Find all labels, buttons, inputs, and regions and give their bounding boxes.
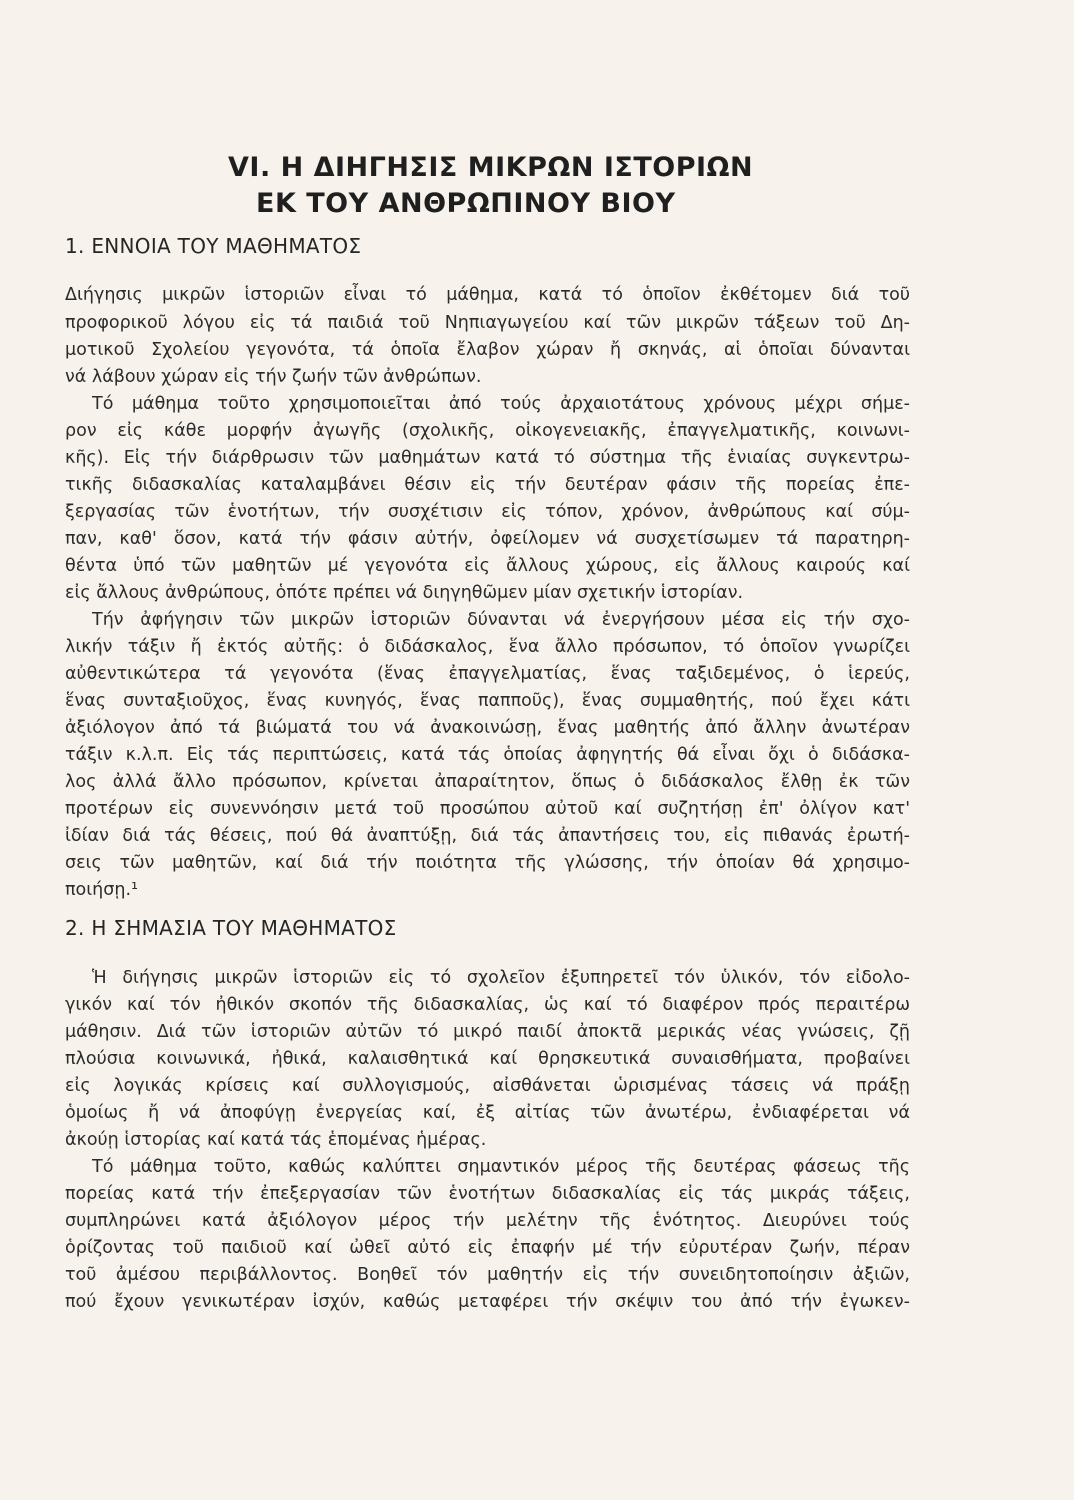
chapter-title	[228, 150, 753, 222]
section-2-line	[0, 1289, 1074, 1315]
section-2-line	[0, 1100, 1074, 1126]
section-2-line	[0, 1262, 1074, 1288]
section-2-line-text: ἀκούῃ ἱστορίας καί κατά τάς ἑπομένας ἡμέρας.	[65, 1130, 487, 1150]
section-1-line-text: μοτικοῦ Σχολείου γεγονότα, τά ὁποῖα ἔλαβον χώραν ἤ σκηνάς, αἱ ὁποῖαι δύνανται	[65, 340, 910, 360]
section-1-line-text: ποιήσῃ.¹	[65, 880, 139, 900]
section-1-line	[0, 553, 1074, 579]
section-2-line	[0, 1019, 1074, 1045]
chapter-title-line-1: VI. Η ΔΙΗΓΗΣΙΣ ΜΙΚΡΩΝ ΙΣΤΟΡΙΩΝ	[228, 152, 754, 183]
section-1-line-text: Διήγησις μικρῶν ἱστοριῶν εἶναι τό μάθημα, κατά τό ὁποῖον ἐκθέτομεν διά τοῦ	[65, 285, 910, 305]
section-2-line-text: εἰς λογικάς κρίσεις καί συλλογισμούς, αἰσθάνεται ὡρισμένας τάσεις νά πράξῃ	[65, 1076, 910, 1096]
section-1-line-text: τάξιν κ.λ.π. Εἰς τάς περιπτώσεις, κατά τάς ὁποίας ἀφηγητής θά εἶναι ὄχι ὁ διδάσκα-	[65, 745, 910, 765]
section-1-line	[0, 282, 1074, 308]
section-1-line	[0, 877, 1074, 903]
section-2-line	[0, 1235, 1074, 1261]
section-2-line-text: πλούσια κοινωνικά, ἠθικά, καλαισθητικά καί θρησκευτικά συναισθήματα, προβαίνει	[65, 1049, 910, 1069]
section-1-line-text: ἀξιόλογον ἀπό τά βιώματά του νά ἀνακοινώσῃ, ἕνας μαθητής ἀπό ἄλλην ἀνωτέραν	[65, 718, 910, 738]
section-1-line-text: Τήν ἀφήγησιν τῶν μικρῶν ἱστοριῶν δύνανται νά ἐνεργήσουν μέσα εἰς τήν σχο-	[92, 610, 910, 630]
section-1-line-text: προφορικοῦ λόγου εἰς τά παιδιά τοῦ Νηπιαγωγείου καί τῶν μικρῶν τάξεων τοῦ Δη-	[65, 313, 910, 333]
section-1-line-text: θέντα ὑπό τῶν μαθητῶν μέ γεγονότα εἰς ἄλλους χώρους, εἰς ἄλλους καιρούς καί	[65, 556, 910, 576]
section-2-line-text: ὁμοίως ἤ νά ἀποφύγῃ ἐνεργείας καί, ἐξ αἰτίας τῶν ἀνωτέρω, ἐνδιαφέρεται νά	[65, 1103, 910, 1123]
section-1-line-text: παν, καθ' ὅσον, κατά τήν φάσιν αὐτήν, ὀφείλομεν νά συσχετίσωμεν τά παρατηρη-	[65, 529, 910, 549]
section-1-line	[0, 418, 1074, 444]
section-1-heading: 1. ΕΝΝΟΙΑ ΤΟΥ ΜΑΘΗΜΑΤΟΣ	[65, 234, 362, 258]
section-1-line	[0, 607, 1074, 633]
section-1-line-text: κῆς). Εἰς τήν διάρθρωσιν τῶν μαθημάτων κατά τό σύστημα τῆς ἑνιαίας συγκεντρω-	[65, 448, 910, 468]
section-1-line	[0, 526, 1074, 552]
section-1-line	[0, 472, 1074, 498]
section-1-line-text: ξεργασίας τῶν ἑνοτήτων, τήν συσχέτισιν εἰς τόπον, χρόνον, ἀνθρώπους καί σύμ-	[65, 502, 910, 522]
section-2-line	[0, 965, 1074, 991]
section-1-line	[0, 580, 1074, 606]
section-1-line	[0, 364, 1074, 390]
section-1-line-text: τικῆς διδασκαλίας καταλαμβάνει θέσιν εἰς τήν δευτέραν φάσιν τῆς πορείας ἐπε-	[65, 475, 910, 495]
section-2-line-text: Ἡ διήγησις μικρῶν ἱστοριῶν εἰς τό σχολεῖον ἐξυπηρετεῖ τόν ὑλικόν, τόν εἰδολο-	[92, 968, 910, 988]
section-1-line	[0, 850, 1074, 876]
section-2-line	[0, 1208, 1074, 1234]
section-2-line-text: ὁρίζοντας τοῦ παιδιοῦ καί ὠθεῖ αὐτό εἰς ἐπαφήν μέ τήν εὐρυτέραν ζωήν, πέραν	[65, 1238, 910, 1258]
section-2-line-text: μάθησιν. Διά τῶν ἱστοριῶν αὐτῶν τό μικρό παιδί ἀποκτᾶ μερικάς νέας γνώσεις, ζῇ	[65, 1022, 910, 1042]
section-2-heading: 2. Η ΣΗΜΑΣΙΑ ΤΟΥ ΜΑΘΗΜΑΤΟΣ	[65, 916, 397, 940]
section-2-line-text: συμπληρώνει κατά ἀξιόλογον μέρος τήν μελέτην τῆς ἑνότητος. Διευρύνει τούς	[65, 1211, 910, 1231]
section-2-line-text: πού ἔχουν γενικωτέραν ἰσχύν, καθώς μεταφέρει τήν σκέψιν του ἀπό τήν ἐγωκεν-	[65, 1292, 910, 1312]
section-2-line	[0, 1073, 1074, 1099]
section-2-line	[0, 1154, 1074, 1180]
section-1-line	[0, 742, 1074, 768]
section-1-line-text: λος ἀλλά ἄλλο πρόσωπον, κρίνεται ἀπαραίτητον, ὅπως ὁ διδάσκαλος ἔλθῃ ἐκ τῶν	[65, 772, 910, 792]
section-2-line-text: γικόν καί τόν ἠθικόν σκοπόν τῆς διδασκαλίας, ὡς καί τό διαφέρον πρός περαιτέρω	[65, 995, 910, 1015]
section-1-line	[0, 310, 1074, 336]
section-1-line-text: ρον εἰς κάθε μορφήν ἀγωγῆς (σχολικῆς, οἰκογενειακῆς, ἐπαγγελματικῆς, κοινωνι-	[65, 421, 910, 441]
section-2-line	[0, 1127, 1074, 1153]
section-1-line	[0, 688, 1074, 714]
section-1-line	[0, 499, 1074, 525]
section-1-line-text: νά λάβουν χώραν εἰς τήν ζωήν τῶν ἀνθρώπων.	[65, 367, 482, 387]
chapter-title-line-2: ΕΚ ΤΟΥ ΑΝΘΡΩΠΙΝΟΥ ΒΙΟΥ	[256, 188, 676, 219]
section-1-line	[0, 715, 1074, 741]
section-1-line-text: ἰδίαν διά τάς θέσεις, πού θά ἀναπτύξῃ, διά τάς ἀπαντήσεις του, εἰς πιθανάς ἐρωτή-	[65, 826, 910, 846]
section-1-line-text: εἰς ἄλλους ἀνθρώπους, ὁπότε πρέπει νά διηγηθῶμεν μίαν σχετικήν ἱστορίαν.	[65, 583, 744, 603]
section-1-line	[0, 769, 1074, 795]
section-1-line	[0, 391, 1074, 417]
section-2-line-text: Τό μάθημα τοῦτο, καθώς καλύπτει σημαντικόν μέρος τῆς δευτέρας φάσεως τῆς	[92, 1157, 910, 1177]
section-2-line	[0, 992, 1074, 1018]
section-1-line	[0, 337, 1074, 363]
section-1-line-text: Τό μάθημα τοῦτο χρησιμοποιεῖται ἀπό τούς ἀρχαιοτάτους χρόνους μέχρι σήμε-	[92, 394, 910, 414]
section-2-line	[0, 1181, 1074, 1207]
section-1-line-text: λικήν τάξιν ἤ ἐκτός αὐτῆς: ὁ διδάσκαλος, ἕνα ἄλλο πρόσωπον, τό ὁποῖον γνωρίζει	[65, 637, 910, 657]
section-2-line-text: πορείας κατά τήν ἐπεξεργασίαν τῶν ἑνοτήτων διδασκαλίας εἰς τάς μικράς τάξεις,	[65, 1184, 910, 1204]
section-2-line	[0, 1046, 1074, 1072]
section-1-line	[0, 634, 1074, 660]
section-1-line	[0, 445, 1074, 471]
section-1-line	[0, 661, 1074, 687]
section-1-line-text: αὐθεντικώτερα τά γεγονότα (ἕνας ἐπαγγελματίας, ἕνας ταξιδεμένος, ὁ ἱερεύς,	[65, 664, 910, 684]
section-1-line-text: σεις τῶν μαθητῶν, καί διά τήν ποιότητα τῆς γλώσσης, τήν ὁποίαν θά χρησιμο-	[65, 853, 910, 873]
section-1-line	[0, 796, 1074, 822]
section-2-line-text: τοῦ ἀμέσου περιβάλλοντος. Βοηθεῖ τόν μαθητήν εἰς τήν συνειδητοποίησιν ἀξιῶν,	[65, 1265, 910, 1285]
section-1-line-text: ἕνας συνταξιοῦχος, ἕνας κυνηγός, ἕνας παπποῦς), ἕνας συμμαθητής, πού ἔχει κάτι	[65, 691, 910, 711]
section-1-line	[0, 823, 1074, 849]
section-1-line-text: προτέρων εἰς συνεννόησιν μετά τοῦ προσώπου αὐτοῦ καί συζητήσῃ ἐπ' ὀλίγον κατ'	[65, 799, 910, 819]
